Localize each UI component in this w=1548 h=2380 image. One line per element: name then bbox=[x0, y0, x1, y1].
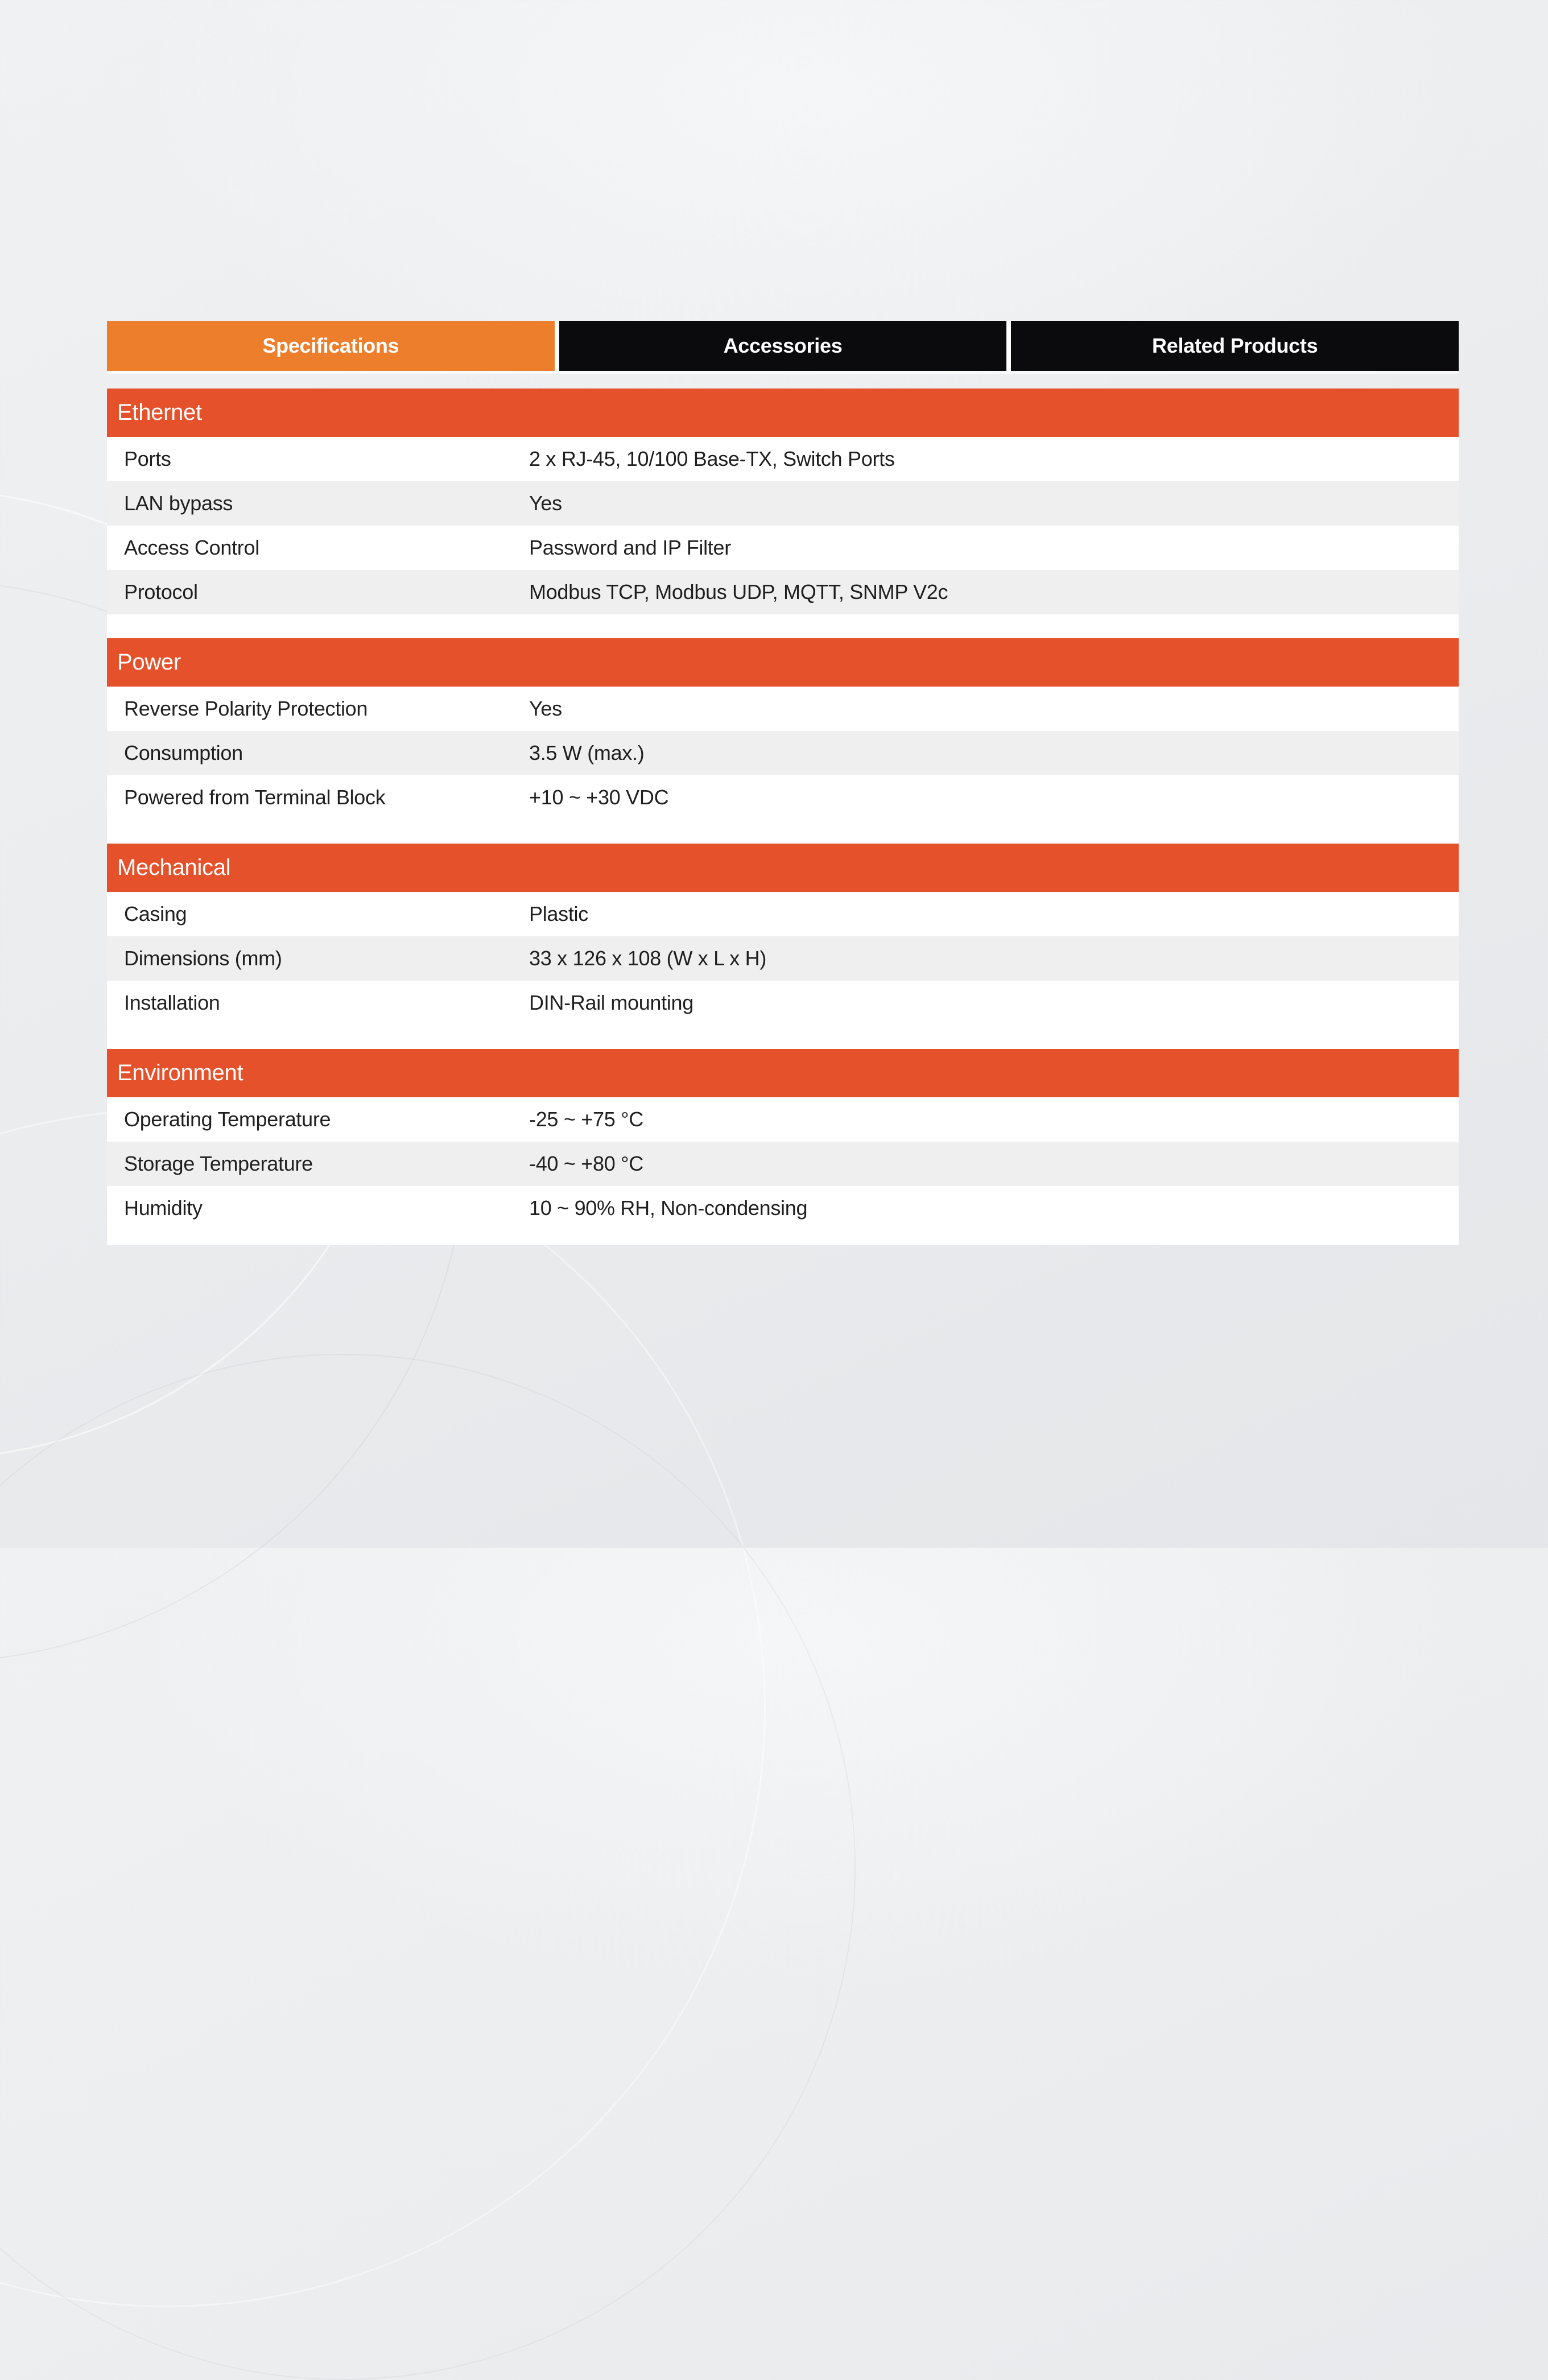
section-mechanical bbox=[107, 844, 1459, 1025]
spec-row-label: Reverse Polarity Protection bbox=[124, 697, 368, 720]
spec-row-label: Installation bbox=[124, 991, 220, 1014]
spec-row-label: Dimensions (mm) bbox=[124, 947, 282, 970]
spec-row-label: Protocol bbox=[124, 580, 198, 604]
spec-row-ports bbox=[107, 437, 1459, 481]
spec-row-value: Yes bbox=[529, 697, 562, 720]
spec-row-casing bbox=[107, 892, 1459, 936]
tab-specifications[interactable]: Specifications bbox=[107, 321, 555, 371]
spec-row-label: Casing bbox=[124, 902, 187, 925]
spec-row-consumption bbox=[107, 731, 1459, 775]
spec-row-value: DIN-Rail mounting bbox=[529, 991, 693, 1014]
spec-row-operating-temperature bbox=[107, 1097, 1459, 1142]
spec-row-value: 33 x 126 x 108 (W x L x H) bbox=[529, 947, 767, 970]
spec-row-access-control bbox=[107, 526, 1459, 570]
spec-row-value: -25 ~ +75 °C bbox=[529, 1108, 643, 1131]
spec-row-label: Consumption bbox=[124, 741, 243, 765]
tab-related-products[interactable]: Related Products bbox=[1011, 321, 1459, 371]
spec-row-label: Humidity bbox=[124, 1196, 203, 1220]
spec-row-powered-from-terminal-block bbox=[107, 775, 1459, 820]
section-header-mechanical: Mechanical bbox=[107, 844, 1459, 892]
background-swirl bbox=[0, 1109, 766, 2307]
spec-row-value: Modbus TCP, Modbus UDP, MQTT, SNMP V2c bbox=[529, 580, 948, 604]
spec-page-content bbox=[107, 321, 1459, 1245]
spec-row-value: 10 ~ 90% RH, Non-condensing bbox=[529, 1196, 808, 1220]
spec-row-label: Powered from Terminal Block bbox=[124, 786, 386, 809]
spec-row-humidity bbox=[107, 1186, 1459, 1230]
spec-row-label: Access Control bbox=[124, 536, 259, 559]
section-environment bbox=[107, 1049, 1459, 1230]
section-header-power: Power bbox=[107, 638, 1459, 687]
background-swirl bbox=[0, 1354, 856, 2380]
spec-row-value: Yes bbox=[529, 491, 562, 515]
section-header-environment: Environment bbox=[107, 1049, 1459, 1097]
spec-row-value: 3.5 W (max.) bbox=[529, 741, 645, 765]
spec-row-value: Password and IP Filter bbox=[529, 536, 731, 559]
section-power bbox=[107, 638, 1459, 820]
spec-row-label: Ports bbox=[124, 447, 171, 470]
spec-row-reverse-polarity-protection bbox=[107, 687, 1459, 731]
tab-accessories[interactable]: Accessories bbox=[559, 321, 1007, 371]
spec-row-storage-temperature bbox=[107, 1142, 1459, 1186]
spec-row-value: 2 x RJ-45, 10/100 Base-TX, Switch Ports bbox=[529, 447, 895, 470]
spec-row-lan-bypass bbox=[107, 481, 1459, 526]
section-header-ethernet: Ethernet bbox=[107, 389, 1459, 437]
spec-row-label: Operating Temperature bbox=[124, 1108, 331, 1131]
spec-row-value: -40 ~ +80 °C bbox=[529, 1152, 643, 1175]
spec-row-label: LAN bypass bbox=[124, 491, 233, 515]
spec-row-value: +10 ~ +30 VDC bbox=[529, 786, 669, 809]
spec-row-label: Storage Temperature bbox=[124, 1152, 313, 1175]
tab-bar bbox=[107, 321, 1459, 371]
spec-row-dimensions bbox=[107, 936, 1459, 981]
spec-row-value: Plastic bbox=[529, 902, 588, 925]
spec-row-installation bbox=[107, 981, 1459, 1025]
spec-table bbox=[107, 389, 1459, 1245]
section-ethernet bbox=[107, 389, 1459, 614]
spec-row-protocol bbox=[107, 570, 1459, 614]
